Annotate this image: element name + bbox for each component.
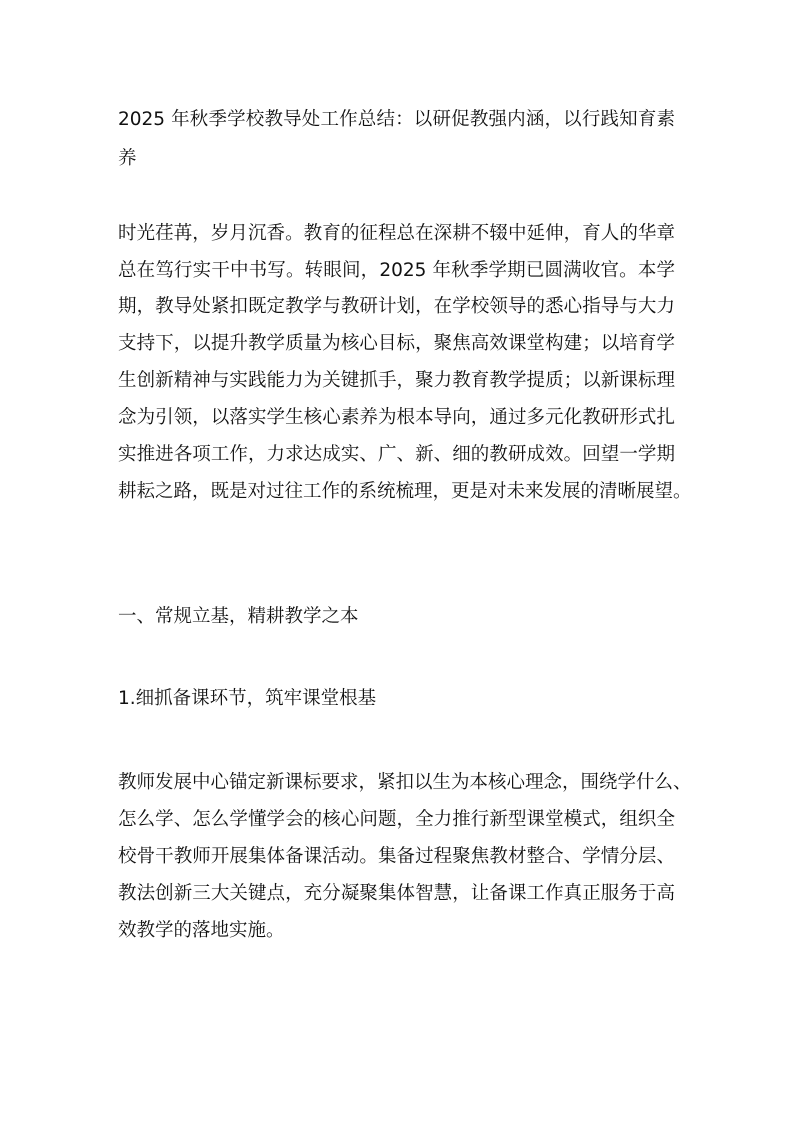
- intro-paragraph-line: 总在笃行实干中书写。转眼间，2025 年秋季学期已圆满收官。本学: [118, 260, 675, 281]
- section-heading: 一、常规立基，精耕教学之本: [118, 606, 359, 627]
- intro-paragraph-line: 时光荏苒，岁月沉香。教育的征程总在深耕不辍中延伸，育人的华章: [118, 223, 675, 244]
- intro-paragraph-line: 实推进各项工作，力求达成实、广、新、细的教研成效。回望一学期: [118, 444, 675, 465]
- intro-paragraph-line: 生创新精神与实践能力为关键抓手，聚力教育教学提质；以新课标理: [118, 370, 675, 391]
- document-title-line-1: 2025 年秋季学校教导处工作总结：以研促教强内涵，以行践知育素: [118, 109, 675, 130]
- intro-paragraph-line: 支持下，以提升教学质量为核心目标，聚焦高效课堂构建；以培育学: [118, 333, 675, 354]
- body-paragraph-line: 校骨干教师开展集体备课活动。集备过程聚焦教材整合、学情分层、: [118, 846, 675, 867]
- intro-paragraph-line: 期，教导处紧扣既定教学与教研计划，在学校领导的悉心指导与大力: [118, 296, 675, 317]
- body-paragraph-line: 怎么学、怎么学懂学会的核心问题，全力推行新型课堂模式，组织全: [118, 809, 675, 830]
- intro-paragraph-line: 念为引领，以落实学生核心素养为根本导向，通过多元化教研形式扎: [118, 407, 675, 428]
- subsection-heading: 1.细抓备课环节，筑牢课堂根基: [118, 688, 377, 709]
- body-paragraph-line: 教师发展中心锚定新课标要求，紧扣以生为本核心理念，围绕学什么、: [118, 772, 692, 793]
- document-title-line-2: 养: [118, 148, 137, 169]
- body-paragraph-line: 教法创新三大关键点，充分凝聚集体智慧，让备课工作真正服务于高: [118, 883, 675, 904]
- intro-paragraph-line: 耕耘之路，既是对过往工作的系统梳理，更是对未来发展的清晰展望。: [118, 481, 692, 502]
- body-paragraph-line: 效教学的落地实施。: [118, 920, 285, 941]
